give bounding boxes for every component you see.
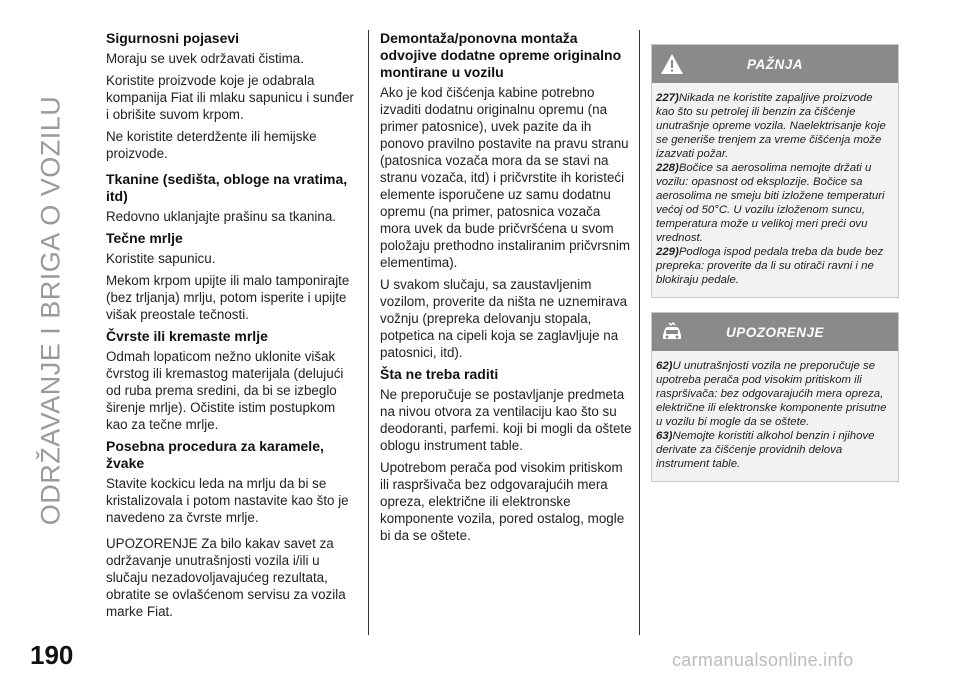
- heading: Demontaža/ponovna montaža odvojive dodatne opreme originalno montirane u vozilu: [380, 30, 622, 80]
- paragraph: Koristite sapunicu.: [106, 251, 216, 266]
- paragraph: Ako je kod čišćenja kabine potrebno izvaditi dodatnu originalnu opremu (na primer patosnice), uvek pazite da ih ponovo pravilno postavite na pravu stranu (patosnica vozača mora da se stavi na stranu vozača, itd) i pričvrstite ih koristeći elemente isporučene uz samu dodatnu opremu (na primer, patosnica vozača mora uvek da bude pričvršćena u svom položaju prethodno instaliranim pričvrsnim elementima).: [380, 85, 631, 270]
- footer-watermark: carmanualsonline.info: [672, 650, 854, 670]
- warning-box: [651, 312, 899, 482]
- warning-triangle-icon: [660, 52, 684, 76]
- note-item: [656, 359, 894, 429]
- warning-title: UPOZORENJE: [725, 324, 825, 340]
- note-item: [656, 429, 894, 471]
- paragraph: Koristite proizvode koje je odabrala kompanija Fiat ili mlaku sapunicu i sunđer i obrišite suvom krpom.: [106, 73, 354, 122]
- heading: Šta ne treba raditi: [380, 366, 499, 382]
- heading: Čvrste ili kremaste mrlje: [106, 328, 268, 344]
- note-text: Nemojte koristiti alkohol benzin i njihove derivate za čišćenje providnih delova instrument table.: [656, 430, 875, 470]
- column-left: [106, 30, 358, 625]
- note-text: Nikada ne koristite zapaljive proizvode kao što su petrolej ili benzin za čišćenje unutrašnje opreme vozila. Naelektrisanje koje se generiše trenjem za vreme čišćenja može izazvati požar.: [656, 92, 886, 160]
- warning-box-body: [652, 351, 898, 481]
- attention-box-header: [652, 45, 898, 83]
- note-text: U unutrašnjosti vozila ne preporučuje se upotreba perača pod visokim pritiskom ili raspršivača: bez odgovarajućih mera opreza, električne ili elektronske komponente prisutne u vozilu bi mogle da se oštete.: [656, 360, 887, 428]
- note-number: 228): [656, 162, 679, 174]
- paragraph: Stavite kockicu leda na mrlju da bi se kristalizovala i potom nastavite kao što je navedeno za čvrste mrlje.: [106, 476, 349, 525]
- paragraph: Redovno uklanjajte prašinu sa tkanina.: [106, 209, 337, 224]
- note-number: 229): [656, 246, 679, 258]
- note-number: 227): [656, 92, 679, 104]
- page-number: 190: [30, 640, 74, 670]
- note-item: [656, 91, 894, 161]
- warning-paragraph: UPOZORENJE Za bilo kakav savet za održavanje unutrašnjosti vozila i/ili u slučaju nezadovoljavajućeg rezultata, obratite se ovlašćenom servisu za vozila marke Fiat.: [106, 536, 346, 619]
- paragraph: Odmah lopaticom nežno uklonite višak čvrstog ili kremastog materijala (delujući od ruba prema sredini, da bi se izbeglo širenje mrlje). Očistite istim postupkom kao za tečne mrlje.: [106, 349, 344, 432]
- heading: Tečne mrlje: [106, 230, 183, 246]
- paragraph: Moraju se uvek održavati čistima.: [106, 51, 304, 66]
- chapter-side-title: [26, 30, 76, 590]
- note-item: [656, 245, 894, 287]
- column-middle: [380, 30, 632, 549]
- car-service-icon: [660, 320, 684, 344]
- column-divider: [368, 30, 369, 635]
- note-number: 63): [656, 430, 673, 442]
- heading: Posebna procedura za karamele, žvake: [106, 438, 324, 471]
- paragraph: U svakom slučaju, sa zaustavljenim vozilom, proverite da ništa ne uznemirava vožnju (prepreka delovanju stopala, potpetica na cipeli koja se zaglavljuje na patosnici, itd).: [380, 277, 628, 360]
- attention-title: PAŽNJA: [746, 56, 803, 72]
- paragraph: Upotrebom perača pod visokim pritiskom ili raspršivača bez odgovarajućih mera opreza, električne ili elektronske komponente vozila, pored ostalog, mogle bi da se oštete.: [380, 460, 625, 543]
- heading: Sigurnosni pojasevi: [106, 30, 240, 46]
- chapter-title-text: ODRŽAVANJE I BRIGA O VOZILU: [35, 95, 66, 525]
- note-item: [656, 161, 894, 245]
- note-text: Bočice sa aerosolima nemojte držati u vozilu: opasnost od eksplozije. Bočice sa aerosolima ne smeju biti izložene temperaturi većoj od 50°C. U vozilu izloženom suncu, temperatura može u velikoj meri preći ovu vrednost.: [656, 162, 885, 244]
- paragraph: Ne koristite deterdžente ili hemijske proizvode.: [106, 129, 317, 161]
- note-text: Podloga ispod pedala treba da bude bez prepreka: proverite da li su otirači ravni i ne blokiraju pedale.: [656, 246, 884, 286]
- warning-box-header: [652, 313, 898, 351]
- paragraph: Mekom krpom upijte ili malo tamponirajte (bez trljanja) mrlju, potom isperite i upijte višak preostale tečnosti.: [106, 273, 350, 322]
- attention-box-body: [652, 83, 898, 297]
- column-right: [651, 44, 899, 496]
- column-divider: [639, 30, 640, 635]
- heading: Tkanine (sedišta, obloge na vratima, itd): [106, 171, 348, 204]
- attention-box: [651, 44, 899, 298]
- note-number: 62): [656, 360, 673, 372]
- paragraph: Ne preporučuje se postavljanje predmeta na nivou otvora za ventilaciju kao što su deodoranti, parfemi. koji bi mogli da oštete oblogu instrument table.: [380, 387, 632, 453]
